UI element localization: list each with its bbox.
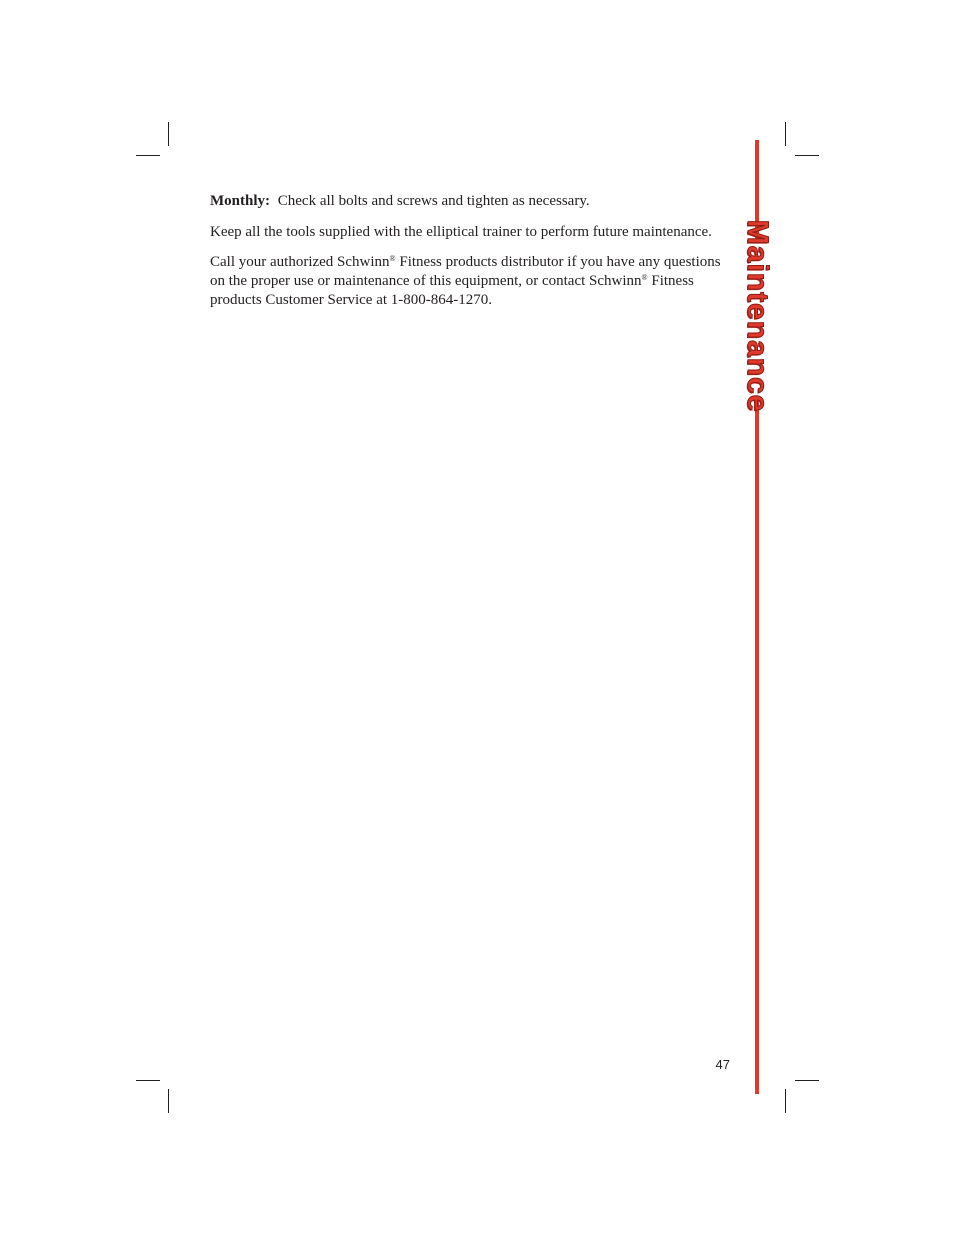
crop-mark-bottom-left-horizontal [136, 1080, 160, 1081]
section-title: Maintenance [741, 219, 774, 413]
crop-mark-bottom-right-vertical [785, 1089, 786, 1113]
contact-text-part2: Fitness products distributor if you have any questions on the proper use or maintenance of this equipment, or contact Schwinn [210, 254, 721, 289]
contact-paragraph [210, 253, 735, 310]
crop-mark-top-right-horizontal [795, 155, 819, 156]
side-rule-bottom [755, 396, 759, 1094]
monthly-text: Check all bolts and screws and tighten as necessary. [277, 193, 590, 209]
tools-paragraph: Keep all the tools supplied with the elliptical trainer to perform future maintenance. [210, 224, 712, 240]
monthly-paragraph [210, 192, 735, 211]
crop-mark-top-left-horizontal [136, 155, 160, 156]
crop-mark-bottom-left-vertical [168, 1089, 169, 1113]
page-number: 47 [715, 1057, 730, 1072]
monthly-label: Monthly: [210, 193, 270, 209]
crop-mark-bottom-right-horizontal [795, 1080, 819, 1081]
main-content [210, 192, 735, 321]
contact-text-part3: Fitness products Customer Service at 1-800-864-1270. [210, 273, 694, 308]
contact-text-part1: Call your authorized Schwinn [210, 254, 390, 270]
crop-mark-top-left-vertical [168, 122, 169, 146]
crop-mark-top-right-vertical [785, 122, 786, 146]
registered-mark-1: ® [389, 254, 396, 263]
registered-mark-2: ® [641, 273, 648, 282]
